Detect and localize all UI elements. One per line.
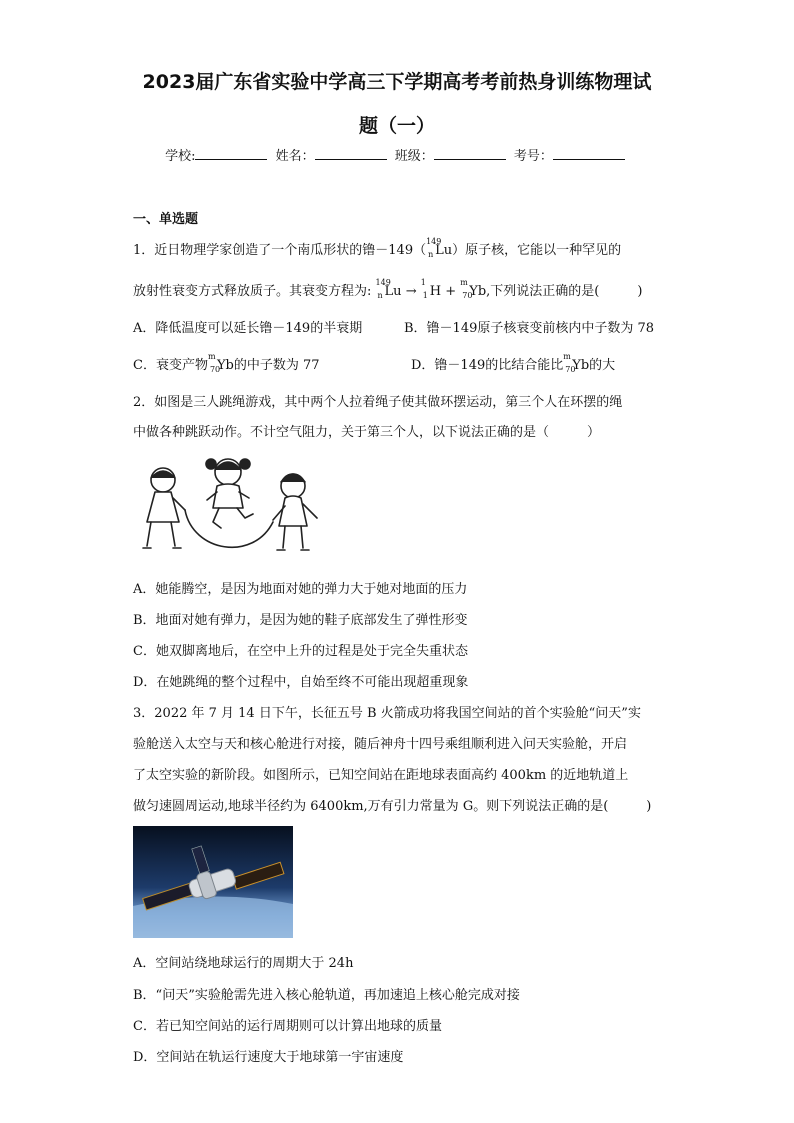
nuclide-yb-d: m 70 Yb (563, 352, 590, 374)
eq-plus: + (445, 284, 457, 299)
q1-option-d[interactable]: D．镥－149的比结合能比 m 70 Yb的大 (411, 352, 616, 374)
rope (185, 510, 273, 547)
q1-option-b[interactable]: B．镥－149原子核衰变前核内中子数为 78 (404, 321, 655, 336)
school-blank[interactable] (195, 147, 267, 160)
student-info-line (0, 145, 794, 164)
q2-option-d[interactable]: D．在她跳绳的整个过程中，自始至终不可能出现超重现象 (133, 675, 469, 690)
title-line-1: 2023届广东省实验中学高三下学期高考考前热身训练物理试 (142, 71, 652, 93)
class-blank[interactable] (434, 147, 506, 160)
q2-option-b[interactable]: B．地面对她有弹力，是因为她的鞋子底部发生了弹性形变 (133, 613, 468, 628)
q1-eq-label: 放射性衰变方式释放质子。其衰变方程为: (133, 284, 372, 299)
name-blank[interactable] (315, 147, 387, 160)
q3-option-d[interactable]: D．空间站在轨运行速度大于地球第一宇宙速度 (133, 1050, 404, 1065)
class-label: 班级： (394, 149, 434, 164)
jump-rope-illustration (133, 452, 333, 562)
q2-line-1: 2．如图是三人跳绳游戏，其中两个人拉着绳子使其做环摆运动，第三个人在环摆的绳 (133, 395, 623, 410)
q3-option-c[interactable]: C．若已知空间站的运行周期则可以计算出地球的质量 (133, 1019, 442, 1034)
q1-text-a: 1．近日物理学家创造了一个南瓜形状的镥－149（ (133, 243, 427, 258)
q1-prompt: ,下列说法正确的是( (486, 284, 600, 299)
eq-nuclide-lu: 149 n Lu (375, 278, 402, 300)
q3-line-2: 验舱送入太空与天和核心舱进行对接，随后神舟十四号乘组顺利进入问天实验舱，开启 (133, 737, 628, 752)
nuclide-lu: 149 n Lu (426, 237, 453, 259)
space-station-photo (133, 826, 293, 938)
q2-option-a[interactable]: A．她能腾空，是因为地面对她的弹力大于她对地面的压力 (133, 582, 468, 597)
q3-line-4: 做匀速圆周运动,地球半径约为 6400km,万有引力常量为 G。则下列说法正确的是( ) (133, 799, 652, 814)
number-blank[interactable] (553, 147, 625, 160)
q1-option-a[interactable]: A．降低温度可以延长镥－149的半衰期 (133, 321, 363, 336)
q2-option-c[interactable]: C．她双脚离地后，在空中上升的过程是处于完全失重状态 (133, 644, 468, 659)
q1-text-b: ）原子核，它能以一种罕见的 (452, 243, 622, 258)
school-label: 学校: (165, 149, 196, 164)
number-label: 考号： (513, 149, 553, 164)
eq-nuclide-yb: m 70 Yb (460, 278, 487, 300)
eq-arrow: → (405, 284, 417, 299)
q1-line-2: 放射性衰变方式释放质子。其衰变方程为: 149 n Lu → 1 1 H + m 70 Yb,下列说法正确的是( ) (133, 278, 643, 300)
q3-option-a[interactable]: A．空间站绕地球运行的周期大于 24h (133, 956, 354, 971)
q1-line-1 (133, 239, 621, 258)
nuclide-yb-c: m 70 Yb (207, 352, 234, 374)
q1-option-c[interactable]: C．衰变产物 m 70 Yb的中子数为 77 (133, 352, 320, 374)
eq-nuclide-h: 1 1 H (420, 278, 442, 300)
q3-line-3: 了太空实验的新阶段。如图所示，已知空间站在距地球表面高约 400km 的近地轨道上 (133, 768, 629, 783)
section-title: 一、单选题 (133, 212, 199, 227)
q3-line-1: 3．2022 年 7 月 14 日下午，长征五号 B 火箭成功将我国空间站的首个实验舱“问天”实 (133, 706, 641, 721)
name-label: 姓名： (275, 149, 315, 164)
title-line-2: 题（一） (358, 115, 435, 137)
q3-option-b[interactable]: B．“问天”实验舱需先进入核心舱轨道，再加速追上核心舱完成对接 (133, 988, 520, 1003)
q2-line-2: 中做各种跳跃动作。不计空气阻力，关于第三个人，以下说法正确的是（ ） (133, 425, 601, 440)
